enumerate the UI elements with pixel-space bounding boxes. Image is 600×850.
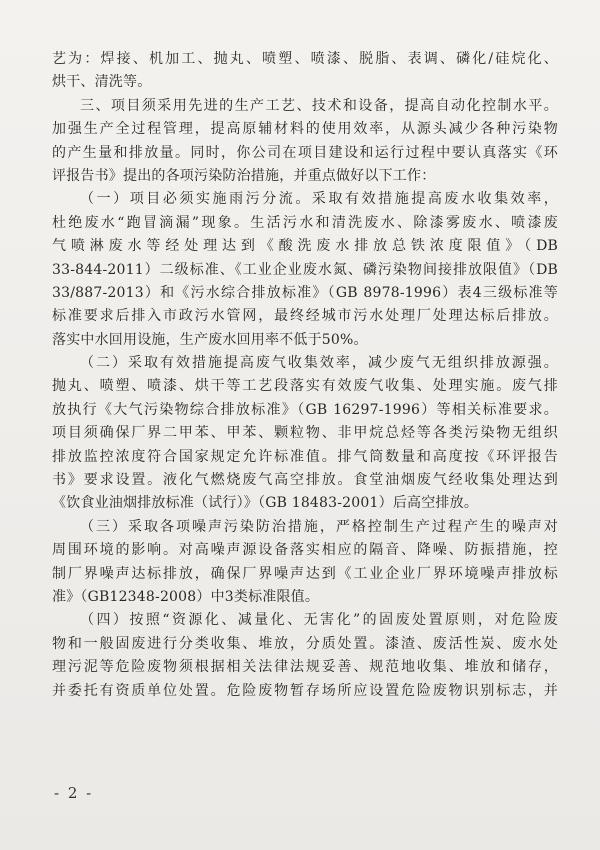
text-line: 物和一般固废进行分类收集、堆放，分质处置。漆渣、废活性炭、废水处 [52,635,558,652]
text-line: 周围环境的影响。对高噪声源设备落实相应的隔音、降噪、防振措施，控 [52,542,558,559]
text-line: 书》要求设置。液化气燃烧废气高空排放。食堂油烟废气经收集处理达到 [52,472,558,489]
text-line: 《饮食业油烟排放标准（试行）》（GB 18483-2001）后高空排放。 [52,495,479,512]
text-line: （二）采取有效措施提高废气收集效率，减少废气无组织排放源强。 [80,355,558,372]
text-line: 落实中水回用设施，生产废水回用率不低于50%。 [52,331,368,348]
document-body [52,48,558,703]
text-line: 杜绝废水“跑冒滴漏”现象。生活污水和清洗废水、除漆雾废水、喷漆废 [52,214,558,231]
text-line: 并委托有资质单位处置。危险废物暂存场所应设置危险废物识别标志，并 [52,682,558,699]
text-line: 标准要求后排入市政污水管网，最终经城市污水处理厂处理达标后排放。 [52,308,558,325]
text-line: （三）采取各项噪声污染防治措施，严格控制生产过程产生的噪声对 [80,518,558,535]
text-line: 项目须确保厂界二甲苯、甲苯、颗粒物、非甲烷总烃等各类污染物无组织 [52,425,558,442]
text-line: 33/887-2013）和《污水综合排放标准》（GB 8978-1996）表4三级标准等 [52,284,558,301]
text-line: 艺为：焊接、机加工、抛丸、喷塑、喷漆、脱脂、表调、磷化/硅烷化、 [52,51,558,67]
text-line: 理污泥等危险废物须根据相关法律法规妥善、规范地收集、堆放和储存， [52,659,558,676]
text-line: 放执行《大气污染物综合排放标准》（GB 16297-1996）等相关标准要求。 [52,401,558,418]
text-line: （四）按照“资源化、减量化、无害化”的固废处置原则，对危险废 [80,612,558,629]
text-line: 加强生产全过程管理，提高原辅材料的使用效率，从源头减少各种污染物 [52,121,558,138]
text-line: 三、项目须采用先进的生产工艺、技术和设备，提高自动化控制水平。 [80,97,558,114]
text-line: （一）项目必须实施雨污分流。采取有效措施提高废水收集效率， [80,191,558,208]
text-line: 气喷淋废水等经处理达到《酸洗废水排放总铁浓度限值》（DB [52,238,558,255]
text-line: 制厂界噪声达标排放，确保厂界噪声达到《工业企业厂界环境噪声排放标 [52,565,558,582]
page-number: - 2 - [54,784,94,802]
text-line: 33-844-2011）二级标准、《工业企业废水氮、磷污染物间接排放限值》（DB [52,261,558,278]
text-line: 准》（GB12348-2008）中3类标准限值。 [52,588,320,605]
text-line: 抛丸、喷塑、喷漆、烘干等工艺段落实有效废气收集、处理实施。废气排 [52,378,558,395]
text-line: 评报告书》提出的各项污染防治措施，并重点做好以下工作： [52,167,436,184]
text-line: 烘干、清洗等。 [52,74,152,91]
text-line: 排放监控浓度符合国家规定允许标准值。排气筒数量和高度按《环评报告 [52,448,558,465]
text-line: 的产生量和排放量。同时，你公司在项目建设和运行过程中要认真落实《环 [52,144,558,161]
